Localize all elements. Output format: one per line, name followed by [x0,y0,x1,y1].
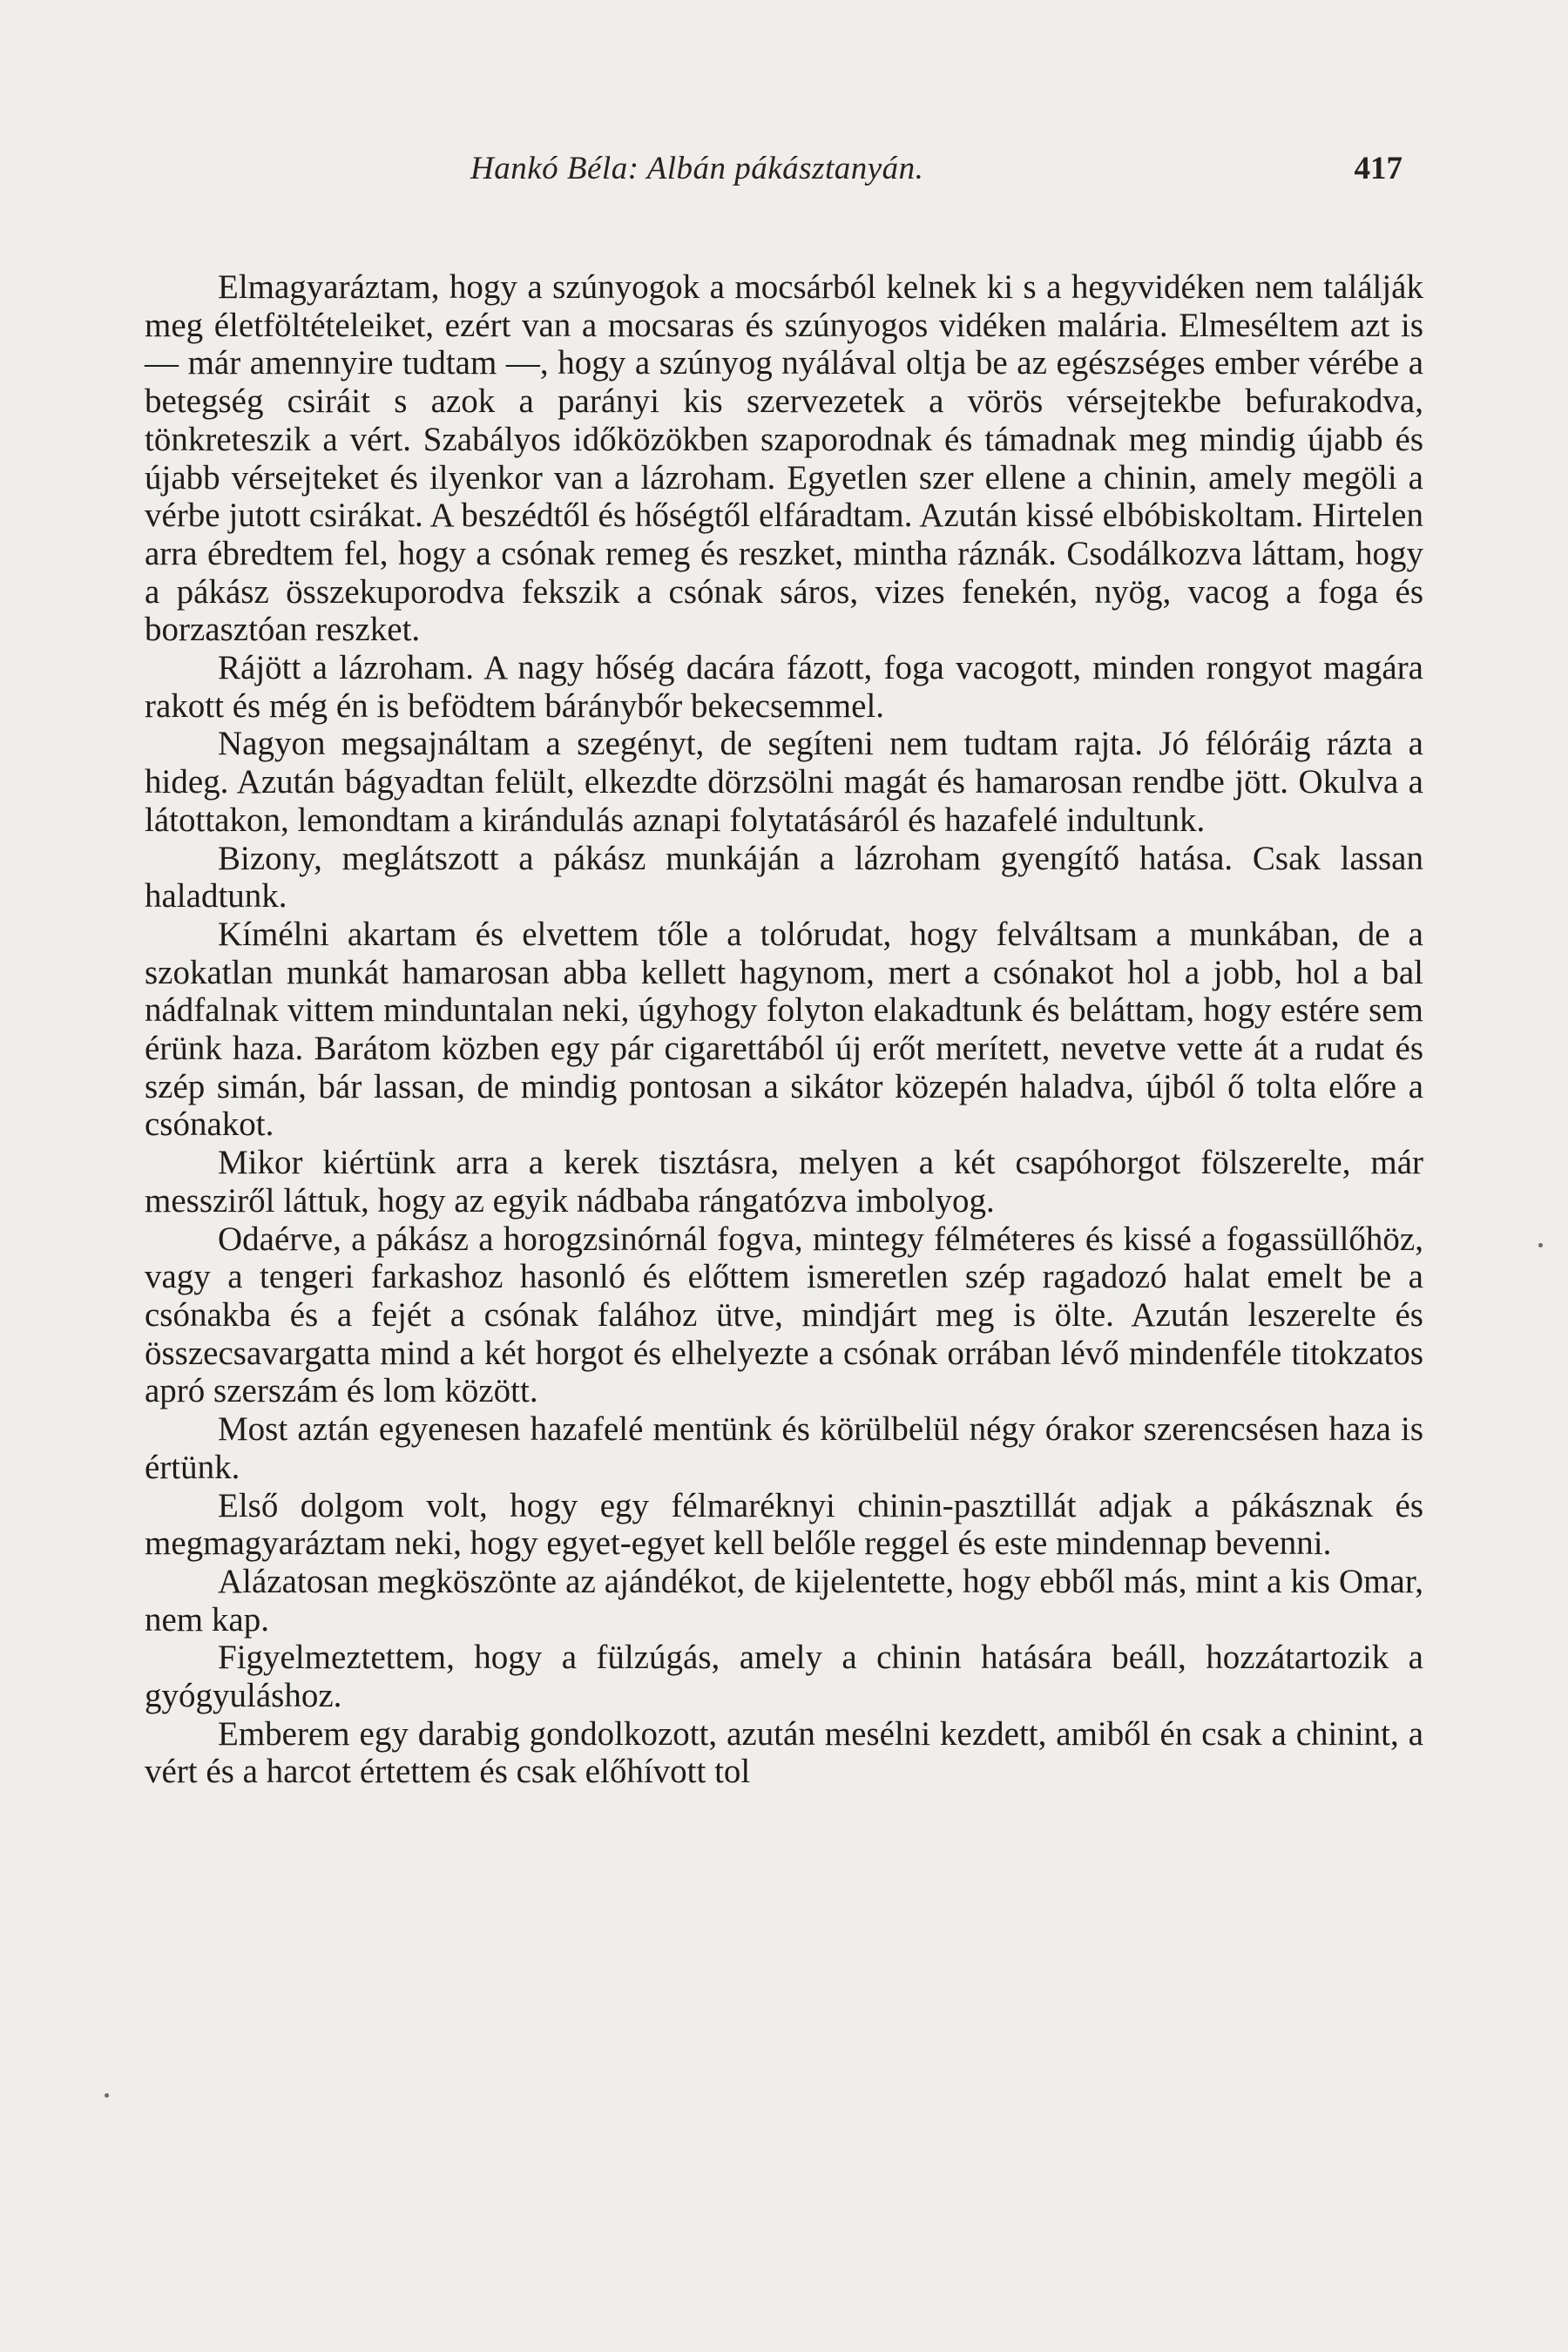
paragraph: Figyelmeztettem, hogy a fülzúgás, amely a chinin hatására beáll, hozzátartozik a gyógyuláshoz. [145,1639,1423,1715]
running-head [148,150,1420,193]
paper-speck [1538,1243,1543,1247]
paragraph: Alázatosan megköszönte az ajándékot, de kijelentette, hogy ebből más, mint a kis Omar, nem kap. [145,1562,1423,1639]
page-number: 417 [1354,151,1402,186]
paragraph: Elmagyaráztam, hogy a szúnyogok a mocsárból kelnek ki s a hegyvidéken nem találják meg életföltételeiket, ezért van a mocsaras és szúnyogos vidéken malária. Elmeséltem azt is — már amennyire tudtam —, hogy a szúnyog nyálával oltja be az egészséges ember vérébe a betegség csiráit s azok a parányi kis szervezetek a vörös vérsejtekbe befurakodva, tönkreteszik a vért. Szabályos időközökben szaporodnak és támadnak meg mindig újabb és újabb vérsejteket és ilyenkor van a lázroham. Egyetlen szer ellene a chinin, amely megöli a vérbe jutott csirákat. A beszédtől és hőségtől elfáradtam. Azután kissé elbóbiskoltam. Hirtelen arra ébredtem fel, hogy a csónak remeg és reszket, mintha ráznák. Csodálkozva láttam, hogy a pákász összekuporodva fekszik a csónak sáros, vizes fenekén, nyög, vacog a foga és borzasztóan reszket. [145,268,1423,649]
paragraph: Első dolgom volt, hogy egy félmaréknyi chinin-pasztillát adjak a pákásznak és megmagyaráztam neki, hogy egyet-egyet kell belőle reggel és este mindennap bevenni. [145,1486,1423,1563]
paragraph: Most aztán egyenesen hazafelé mentünk és körülbelül négy órakor szerencsésen haza is értünk. [145,1410,1423,1486]
paragraph: Kímélni akartam és elvettem tőle a tolórudat, hogy felváltsam a munkában, de a szokatlan munkát hamarosan abba kellett hagynom, mert a csónakot hol a jobb, hol a bal nádfalnak vittem minduntalan neki, úgyhogy folyton elakadtunk és beláttam, hogy estére sem érünk haza. Barátom közben egy pár cigarettából új erőt merített, nevetve vette át a rudat és szép simán, bár lassan, de mindig pontosan a sikátor közepén haladva, újból ő tolta előre a csónakot. [145,915,1423,1144]
paragraph: Bizony, meglátszott a pákász munkáján a lázroham gyengítő hatása. Csak lassan haladtunk. [145,839,1423,916]
paper-speck [105,2093,109,2098]
body-text [145,268,1423,1791]
paragraph: Mikor kiértünk arra a kerek tisztásra, melyen a két csapóhorgot fölszerelte, már messziről láttuk, hogy az egyik nádbaba rángatózva imbolyog. [145,1144,1423,1220]
paragraph: Emberem egy darabig gondolkozott, azután mesélni kezdett, amiből én csak a chinint, a vért és a harcot értettem és csak előhívott tol [145,1714,1423,1791]
paragraph: Nagyon megsajnáltam a szegényt, de segíteni nem tudtam rajta. Jó félóráig rázta a hideg. Azután bágyadtan felült, elkezdte dörzsölni magát és hamarosan rendbe jött. Okulva a látottakon, lemondtam a kirándulás aznapi folytatásáról és hazafelé indultunk. [145,725,1423,839]
running-title: Hankó Béla: Albán pákásztanyán. [470,151,924,186]
paragraph: Rájött a lázroham. A nagy hőség dacára fázott, foga vacogott, minden rongyot magára rakott és még én is befödtem báránybőr bekecsemmel. [145,649,1423,725]
paragraph: Odaérve, a pákász a horogzsinórnál fogva, mintegy félméteres és kissé a fogassüllőhöz, vagy a tengeri farkashoz hasonló és előttem ismeretlen szép ragadozó halat emelt be a csónakba és a fejét a csónak falához ütve, mindjárt meg is ölte. Azután leszerelte és összecsavargatta mind a két horgot és elhelyezte a csónak orrában lévő mindenféle titokzatos apró szerszám és lom között. [145,1220,1423,1410]
